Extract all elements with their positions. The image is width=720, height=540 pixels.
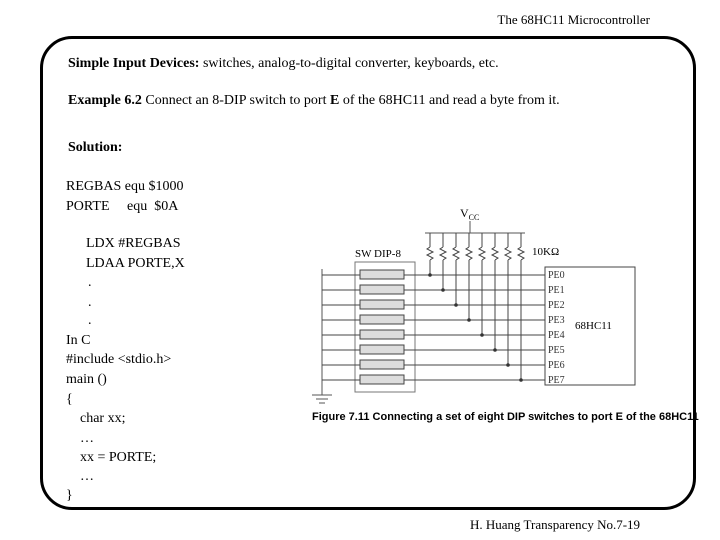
code-line: PORTE equ $0A	[66, 199, 179, 214]
resistor-label: 10KΩ	[532, 246, 560, 258]
code-line: LDX #REGBAS	[86, 236, 181, 251]
code-line: #include <stdio.h>	[66, 352, 172, 367]
code-line: main ()	[66, 372, 107, 387]
dip-switch-7	[360, 375, 404, 384]
pin-label: PE1	[548, 285, 565, 296]
vcc-label: $V_{CC}$	[460, 206, 480, 222]
dip-switch-6	[360, 360, 404, 369]
junction-dot	[506, 363, 510, 367]
resistor-zigzag	[505, 247, 511, 260]
resistor-zigzag	[427, 247, 433, 260]
page-header-title: The 68HC11 Microcontroller	[497, 12, 650, 27]
switch-block-outline	[355, 262, 415, 392]
dip-switch-1	[360, 285, 404, 294]
pin-label: PE2	[548, 300, 565, 311]
code-line: char xx;	[66, 411, 126, 426]
pin-label: PE6	[548, 360, 565, 371]
intro-text: switches, analog-to-digital converter, keyboards, etc.	[199, 56, 499, 71]
code-line: .	[88, 275, 92, 290]
resistor-zigzag	[440, 247, 446, 260]
code-line: .	[88, 313, 92, 328]
code-line: REGBAS equ $1000	[66, 179, 184, 194]
pin-label: PE0	[548, 270, 565, 281]
figure-caption: Figure 7.11 Connecting a set of eight DIP switches to port E of the 68HC11	[312, 411, 699, 423]
dip-switch-circuit-diagram	[310, 205, 660, 425]
dip-switch-4	[360, 330, 404, 339]
intro-line	[68, 56, 499, 72]
example-label: Example 6.2	[68, 93, 142, 108]
code-line: xx = PORTE;	[66, 450, 157, 465]
example-text: Connect an 8-DIP switch to port	[141, 93, 330, 108]
example-line	[68, 93, 560, 109]
code-line: …	[66, 469, 94, 484]
code-line: LDAA PORTE,X	[86, 256, 185, 271]
example-text-2: of the 68HC11 and read a byte from it.	[339, 93, 560, 108]
pin-label: PE3	[548, 315, 565, 326]
resistor-zigzag	[453, 247, 459, 260]
junction-dot	[454, 303, 458, 307]
resistor-zigzag	[479, 247, 485, 260]
resistor-zigzag	[518, 247, 524, 260]
pin-label: PE7	[548, 375, 565, 386]
code-line: {	[66, 392, 73, 407]
pin-label: PE5	[548, 345, 565, 356]
junction-dot	[493, 348, 497, 352]
dip-switch-2	[360, 300, 404, 309]
code-line: In C	[66, 333, 91, 348]
junction-dot	[441, 288, 445, 292]
resistor-zigzag	[492, 247, 498, 260]
chip-label: 68HC11	[575, 320, 612, 332]
example-port: E	[329, 93, 340, 108]
resistor-zigzag	[466, 247, 472, 260]
dip-switch-3	[360, 315, 404, 324]
code-line: …	[66, 431, 94, 446]
pin-label: PE4	[548, 330, 565, 341]
code-line: }	[66, 488, 73, 503]
junction-dot	[467, 318, 471, 322]
dip-switch-5	[360, 345, 404, 354]
junction-dot	[480, 333, 484, 337]
junction-dot	[519, 378, 523, 382]
dip-switch-0	[360, 270, 404, 279]
footer-transparency-number: H. Huang Transparency No.7-19	[470, 517, 641, 532]
intro-label: Simple Input Devices:	[68, 56, 200, 71]
junction-dot	[428, 273, 432, 277]
switch-label: SW DIP-8	[355, 248, 401, 260]
solution-label: Solution:	[68, 140, 123, 155]
code-line: .	[88, 295, 92, 310]
